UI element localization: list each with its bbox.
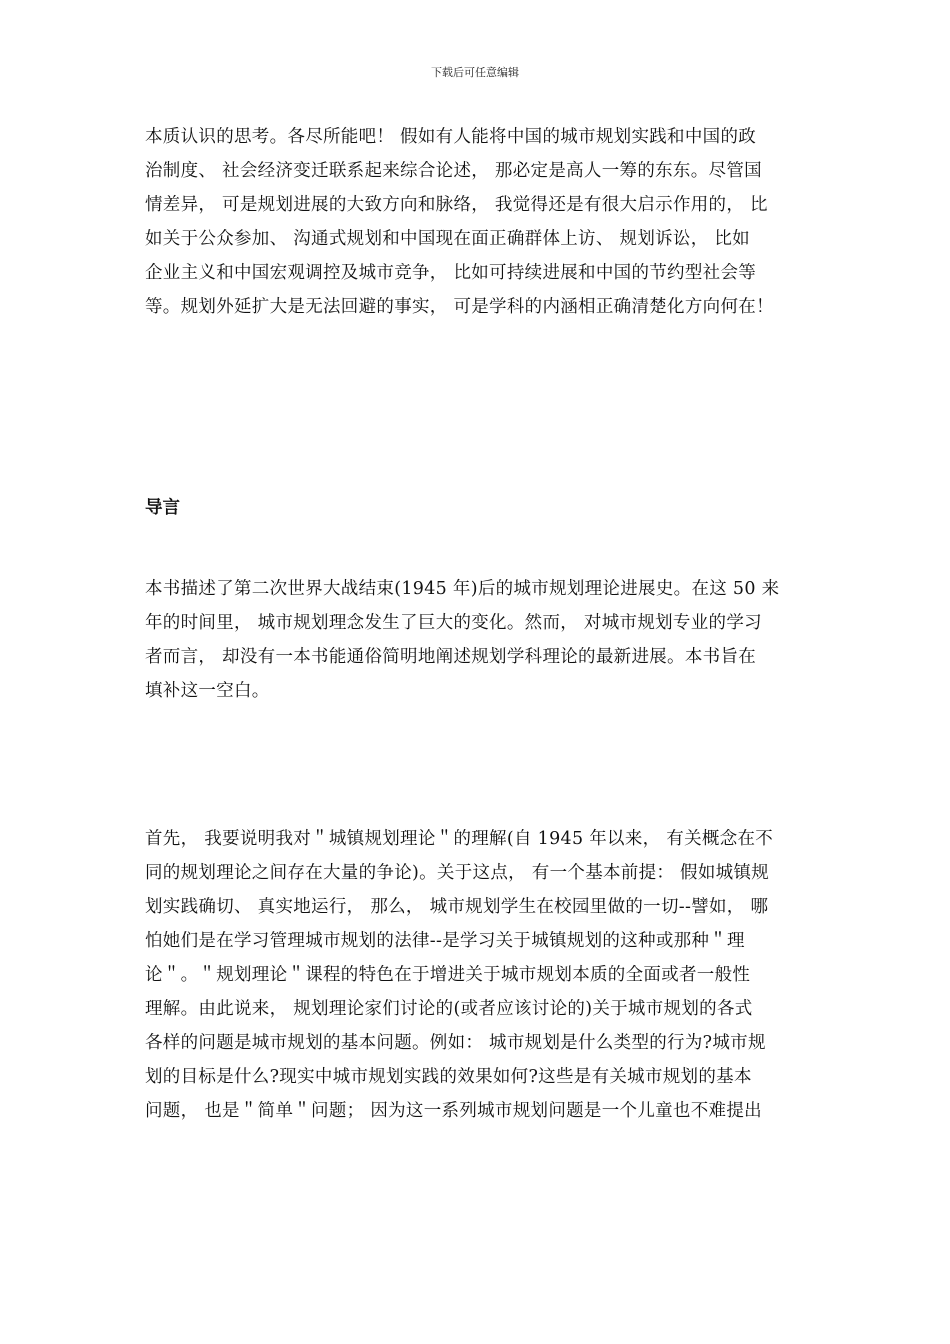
text-line: 首先， 我要说明我对＂城镇规划理论＂的理解(自 1945 年以来， 有关概念在不 xyxy=(145,829,774,849)
text-line: 本质认识的思考。各尽所能吧！ 假如有人能将中国的城市规划实践和中国的政 xyxy=(145,127,757,147)
page-header-note: 下载后可任意编辑 xyxy=(431,66,519,79)
text-line: 各样的问题是城市规划的基本问题。例如： 城市规划是什么类型的行为?城市规 xyxy=(145,1033,766,1053)
text-line: 年的时间里， 城市规划理念发生了巨大的变化。然而， 对城市规划专业的学习 xyxy=(145,613,762,633)
text-line: 如关于公众参加、 沟通式规划和中国现在面正确群体上访、 规划诉讼， 比如 xyxy=(145,229,750,249)
text-line: 划实践确切、 真实地运行， 那么， 城市规划学生在校园里做的一切--譬如， 哪 xyxy=(145,897,769,917)
text-line: 问题， 也是＂简单＂问题； 因为这一系列城市规划问题是一个儿童也不难提出 xyxy=(145,1101,762,1121)
text-line: 企业主义和中国宏观调控及城市竞争， 比如可持续进展和中国的节约型社会等 xyxy=(145,263,757,283)
text-line: 理解。由此说来， 规划理论家们讨论的(或者应该讨论的)关于城市规划的各式 xyxy=(145,999,753,1019)
text-line: 划的目标是什么?现实中城市规划实践的效果如何?这些是有关城市规划的基本 xyxy=(145,1067,752,1087)
text-line: 同的规划理论之间存在大量的争论)。关于这点， 有一个基本前提： 假如城镇规 xyxy=(145,863,770,883)
text-line: 怕她们是在学习管理城市规划的法律--是学习关于城镇规划的这种或那种＂理 xyxy=(145,931,745,951)
body-paragraph-1 xyxy=(145,572,810,708)
intro-paragraph-fragment xyxy=(145,120,810,324)
text-line: 等。规划外延扩大是无法回避的事实， 可是学科的内涵相正确清楚化方向何在！ xyxy=(145,297,774,317)
text-line: 填补这一空白。 xyxy=(145,681,270,701)
text-line: 者而言， 却没有一本书能通俗简明地阐述规划学科理论的最新进展。本书旨在 xyxy=(145,647,757,667)
section-heading: 导言 xyxy=(145,498,180,518)
text-line: 本书描述了第二次世界大战结束(1945 年)后的城市规划理论进展史。在这 50 来 xyxy=(145,579,780,599)
text-line: 论＂。＂规划理论＂课程的特色在于增进关于城市规划本质的全面或者一般性 xyxy=(145,965,751,985)
text-line: 情差异， 可是规划进展的大致方向和脉络， 我觉得还是有很大启示作用的， 比 xyxy=(145,195,768,215)
body-paragraph-2 xyxy=(145,822,810,1128)
text-line: 治制度、 社会经济变迁联系起来综合论述， 那必定是高人一筹的东东。尽管国 xyxy=(145,161,762,181)
